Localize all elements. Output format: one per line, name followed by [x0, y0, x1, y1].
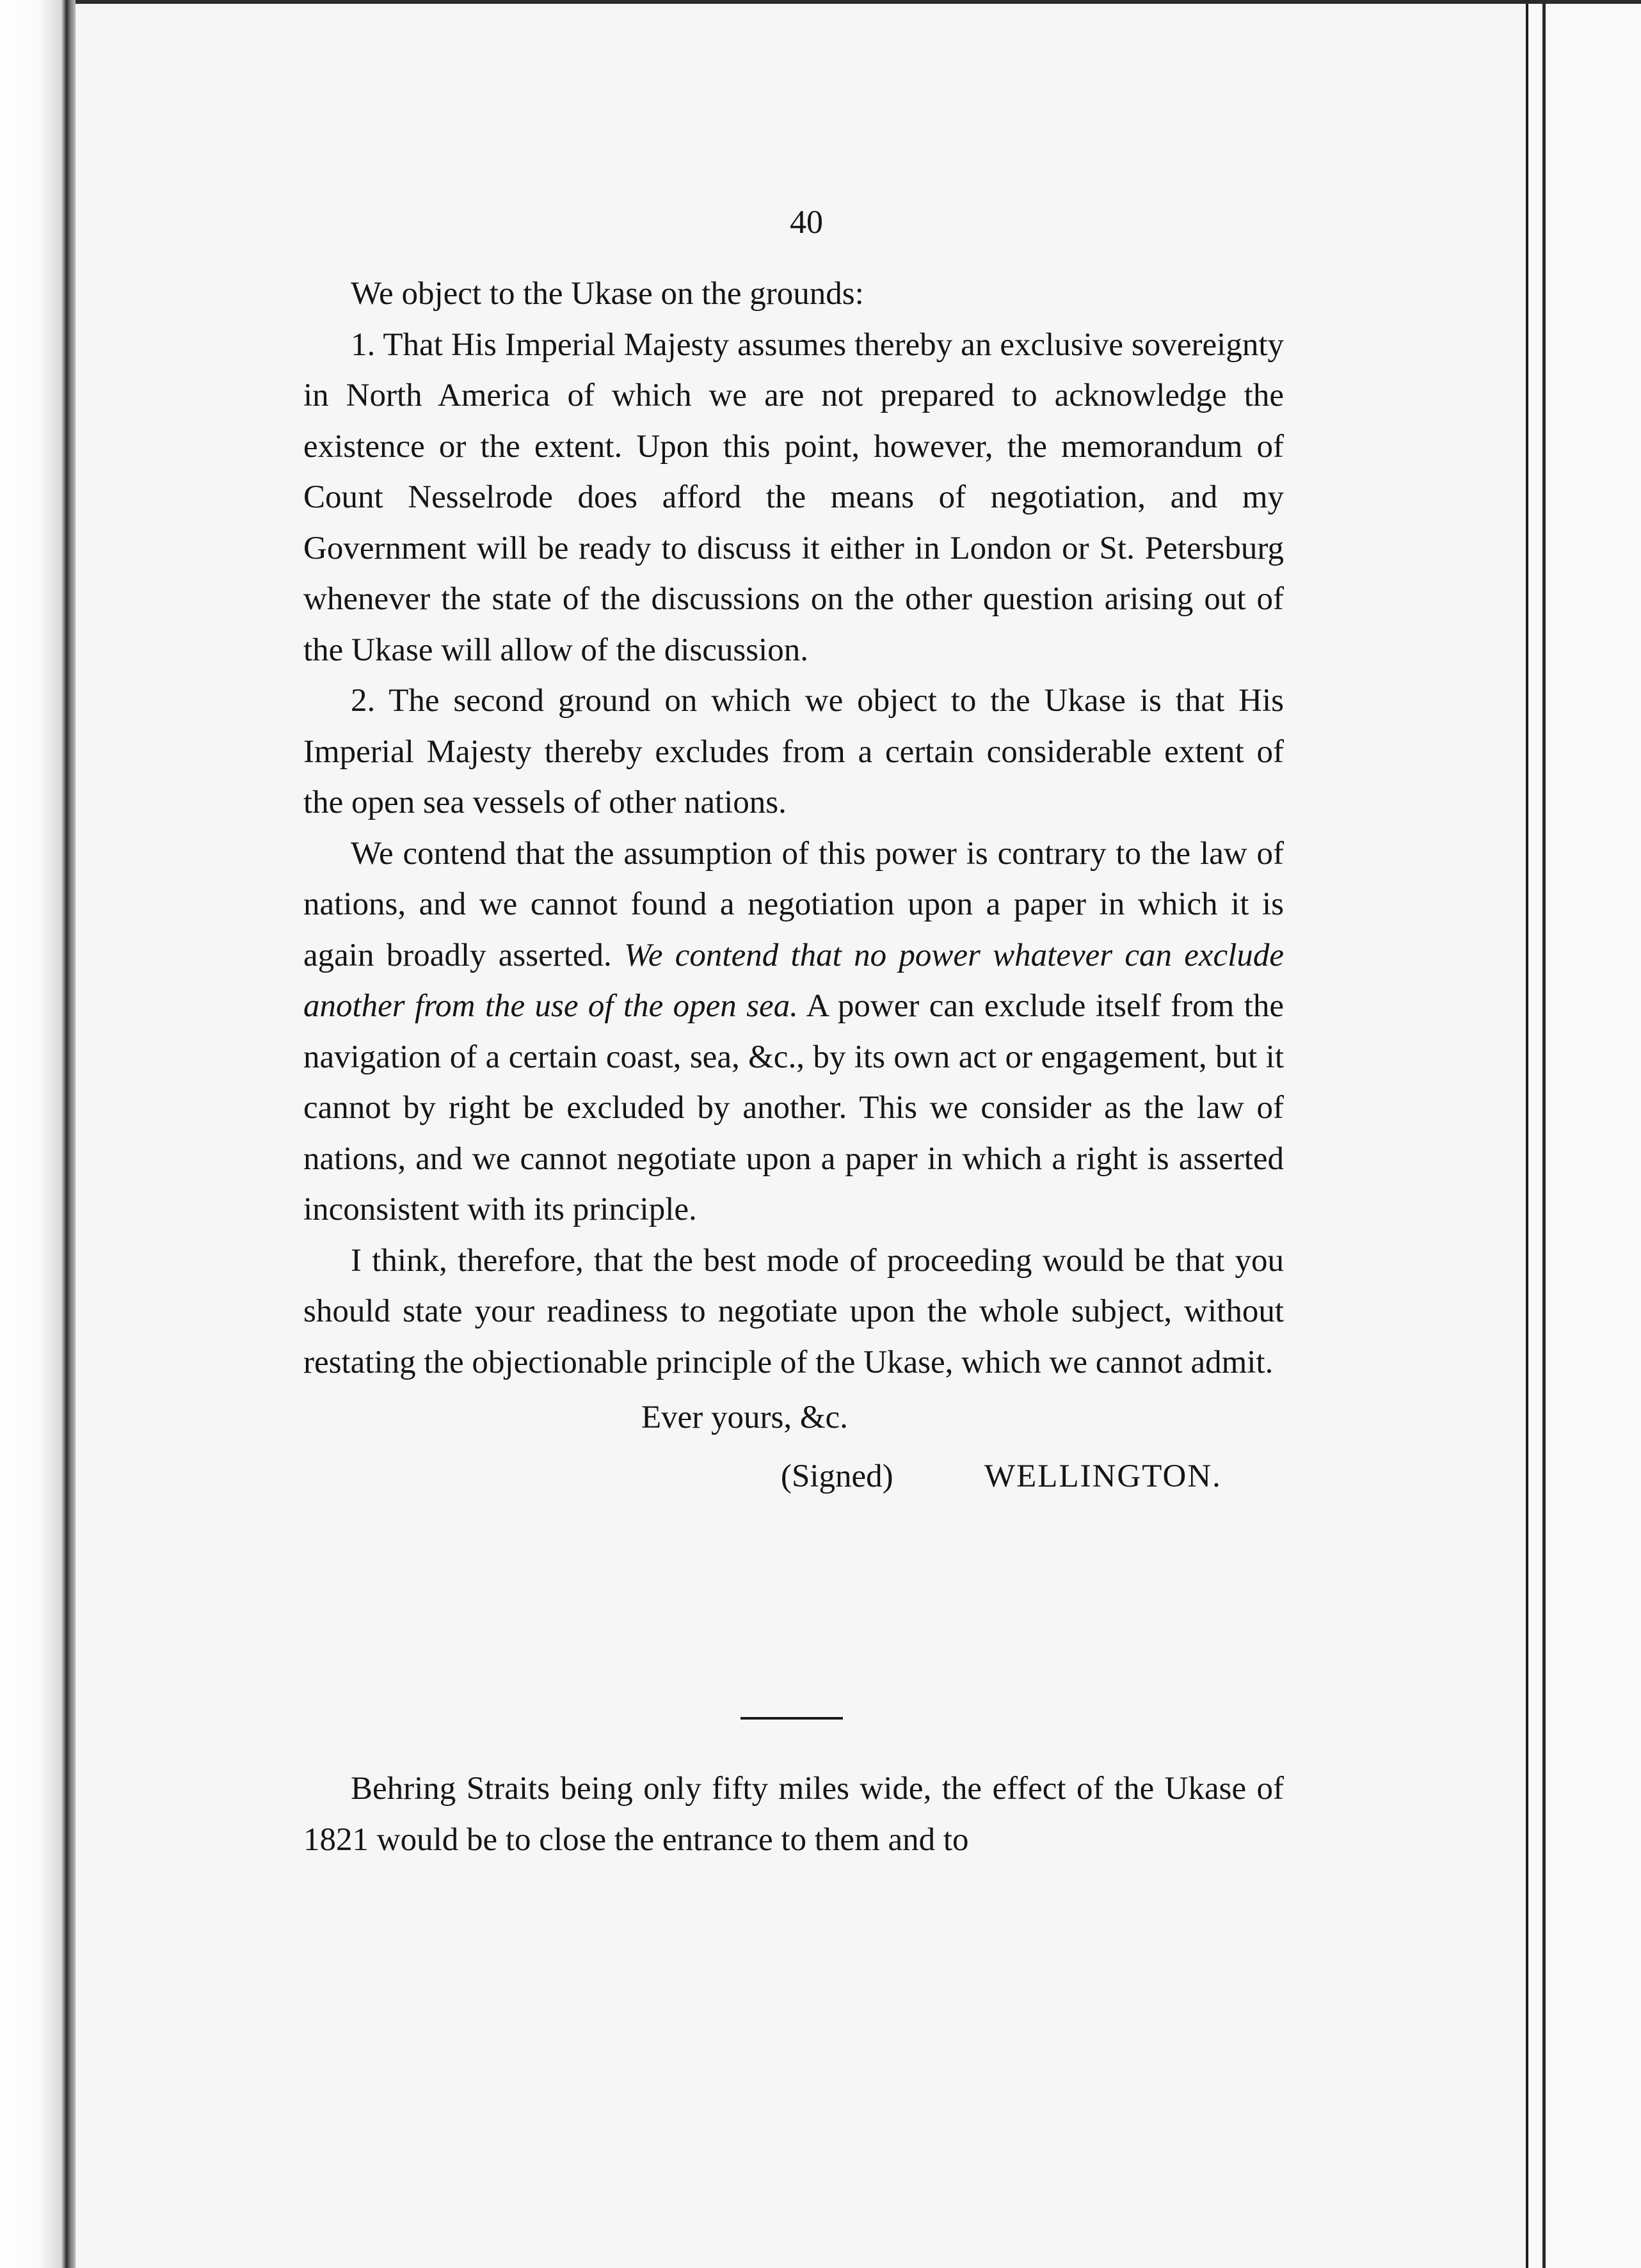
scan-left-edge: [0, 0, 76, 2268]
contend-paragraph: [303, 829, 1284, 1236]
behring-straits-paragraph: Behring Straits being only fifty miles wide, the effect of the Ukase of 1821 would be to close the entrance to them and to: [303, 1771, 1284, 1858]
first-ground-paragraph: 1. That His Imperial Majesty assumes thereby an exclusive sovereignty in North America of which we are not prepared to acknowledge the existence or the extent. Upon this point, however, the memorandum of Count Nesselrode does afford the means of negotiation, and my Government will be ready to discuss it either in London or St. Petersburg whenever the state of the discussions on the other question arising out of the Ukase will allow of the discussion.: [303, 326, 1284, 668]
page-gutter-line: [1542, 0, 1546, 2268]
grounds-intro-paragraph: We object to the Ukase on the grounds:: [351, 276, 864, 312]
contend-text-before: We contend that the assumption of this power is contrary to the law of nations, and we cannot found a negotiation upon a paper in which it is again broadly asserted.: [303, 835, 1284, 973]
continuation-text: [303, 1764, 1284, 1865]
letter-closing: [303, 1388, 1284, 1506]
signed-label: (Signed): [781, 1458, 893, 1494]
contend-italic-text: We contend that no power whatever can exclude another from the use of the open sea.: [303, 937, 1284, 1024]
signer-name: WELLINGTON.: [984, 1458, 1222, 1494]
ever-yours-line: Ever yours, &c.: [641, 1400, 848, 1435]
page-number: 40: [790, 204, 823, 241]
scan-top-edge: [76, 0, 1641, 4]
letter-body: [303, 269, 1284, 1506]
second-ground-paragraph: 2. The second ground on which we object to the Ukase is that His Imperial Majesty thereby excludes from a certain considerable extent of the open sea vessels of other nations.: [303, 683, 1284, 820]
contend-text-after: A power can exclude itself from the navigation of a certain coast, sea, &c., by its own act or engagement, but it cannot by right be excluded by another. This we consider as the law of nations, and we cannot negotiate upon a paper in which a right is asserted inconsistent with its principle.: [303, 988, 1284, 1227]
section-divider-rule: [740, 1717, 843, 1720]
final-paragraph: I think, therefore, that the best mode of proceeding would be that you should state your readiness to negotiate upon the whole subject, without restating the objectionable principle of the Ukase, which we cannot admit.: [303, 1242, 1284, 1380]
